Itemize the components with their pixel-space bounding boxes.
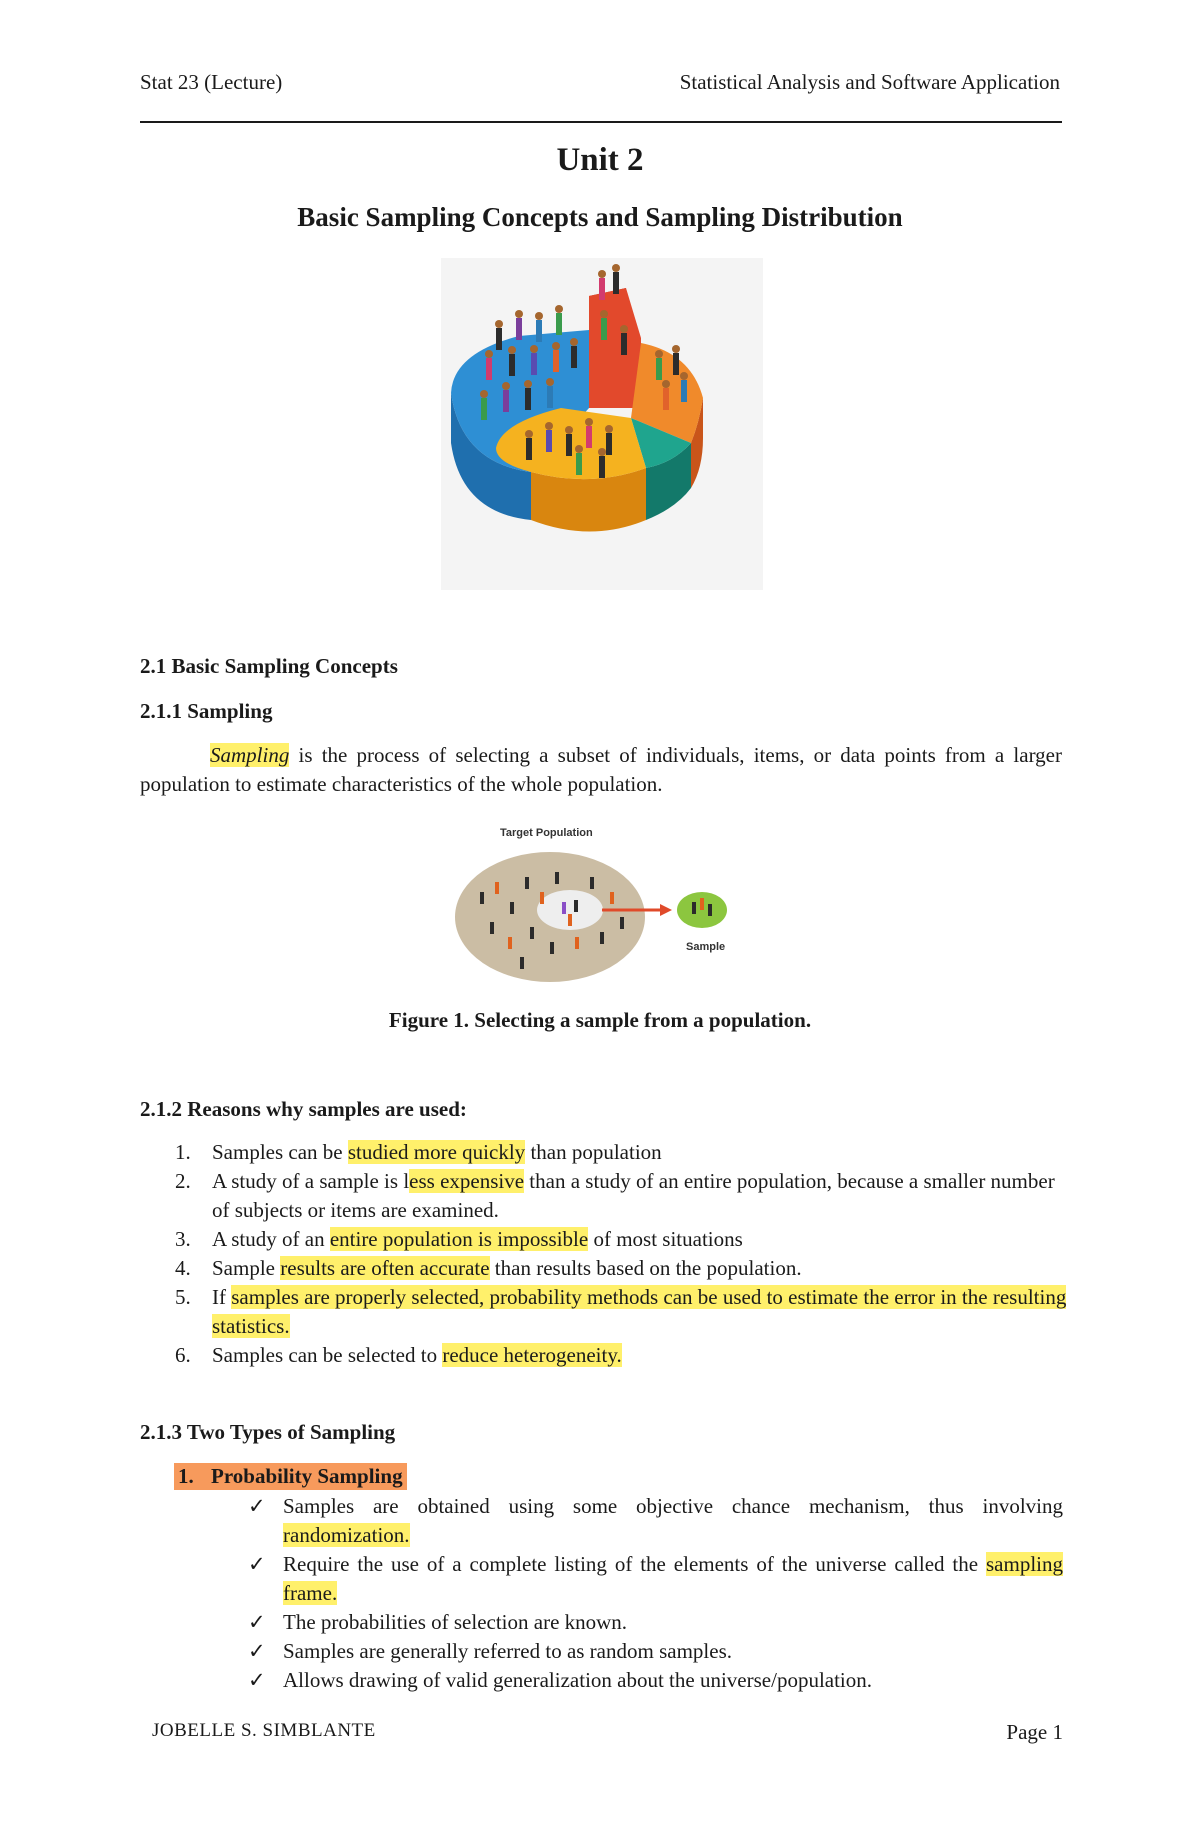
figure-label-sample: Sample [686,941,726,953]
list-item: 5. If samples are properly selected, probability methods can be used to estimate the error in the resulting statistics. [175,1285,1067,1338]
probability-sampling-heading: 1. Probability Sampling [174,1463,407,1490]
figure-sample-from-population [450,822,750,990]
list-item: ✓ Samples are generally referred to as random samples. [248,1637,1063,1666]
header-divider [140,121,1062,123]
list-item: 6. Samples can be selected to reduce heterogeneity. [175,1343,622,1367]
section-heading-2-1-3: 2.1.3 Two Types of Sampling [140,1420,396,1444]
list-item: ✓ Require the use of a complete listing of the elements of the universe called the sampling frame. [248,1552,1063,1605]
sampling-term-highlight: Sampling [210,743,290,767]
sampling-definition-paragraph [140,741,1062,799]
list-item: ✓ The probabilities of selection are known. [248,1608,1063,1637]
section-heading-2-1-1: 2.1.1 Sampling [140,699,273,723]
list-item: ✓ Samples are obtained using some objective chance mechanism, thus involving randomization. [248,1494,1063,1547]
footer-page-number: Page 1 [1006,1720,1063,1744]
checkmark-icon: ✓ [248,1668,266,1692]
section-heading-2-1: 2.1 Basic Sampling Concepts [140,654,398,678]
checkmark-icon: ✓ [248,1639,266,1663]
footer-author: JOBELLE S. SIMBLANTE [152,1720,376,1741]
unit-title: Unit 2 [556,142,644,178]
checkmark-icon: ✓ [248,1610,266,1634]
unit-subtitle: Basic Sampling Concepts and Sampling Distribution [297,202,903,232]
list-item: 2. A study of a sample is less expensive than a study of an entire population, because a smaller number of subjects or items are examined. [175,1169,1055,1222]
list-item: 4. Sample results are often accurate than results based on the population. [175,1256,802,1280]
population-sample-diagram [450,822,750,990]
list-item: ✓ Allows drawing of valid generalization about the universe/population. [248,1666,1063,1695]
header-subject: Statistical Analysis and Software Application [679,70,1060,94]
section-heading-2-1-2: 2.1.2 Reasons why samples are used: [140,1097,467,1121]
list-item: 3. A study of an entire population is impossible of most situations [175,1227,743,1251]
list-item: 1. Samples can be studied more quickly than population [175,1140,662,1164]
figure-1-caption: Figure 1. Selecting a sample from a population. [388,1008,812,1032]
header-course: Stat 23 (Lecture) [140,70,283,94]
sampling-definition-text: is the process of selecting a subset of individuals, items, or data points from a larger population to estimate characteristics of the whole population. [140,743,1062,796]
pie-chart-people-illustration [441,258,763,590]
checkmark-icon: ✓ [248,1494,266,1518]
probability-sampling-checklist [248,1492,1063,1695]
figure-label-target-population: Target Population [500,827,593,839]
pie-illustration-svg [441,258,763,590]
checkmark-icon: ✓ [248,1552,266,1576]
reasons-list [140,1138,1070,1370]
